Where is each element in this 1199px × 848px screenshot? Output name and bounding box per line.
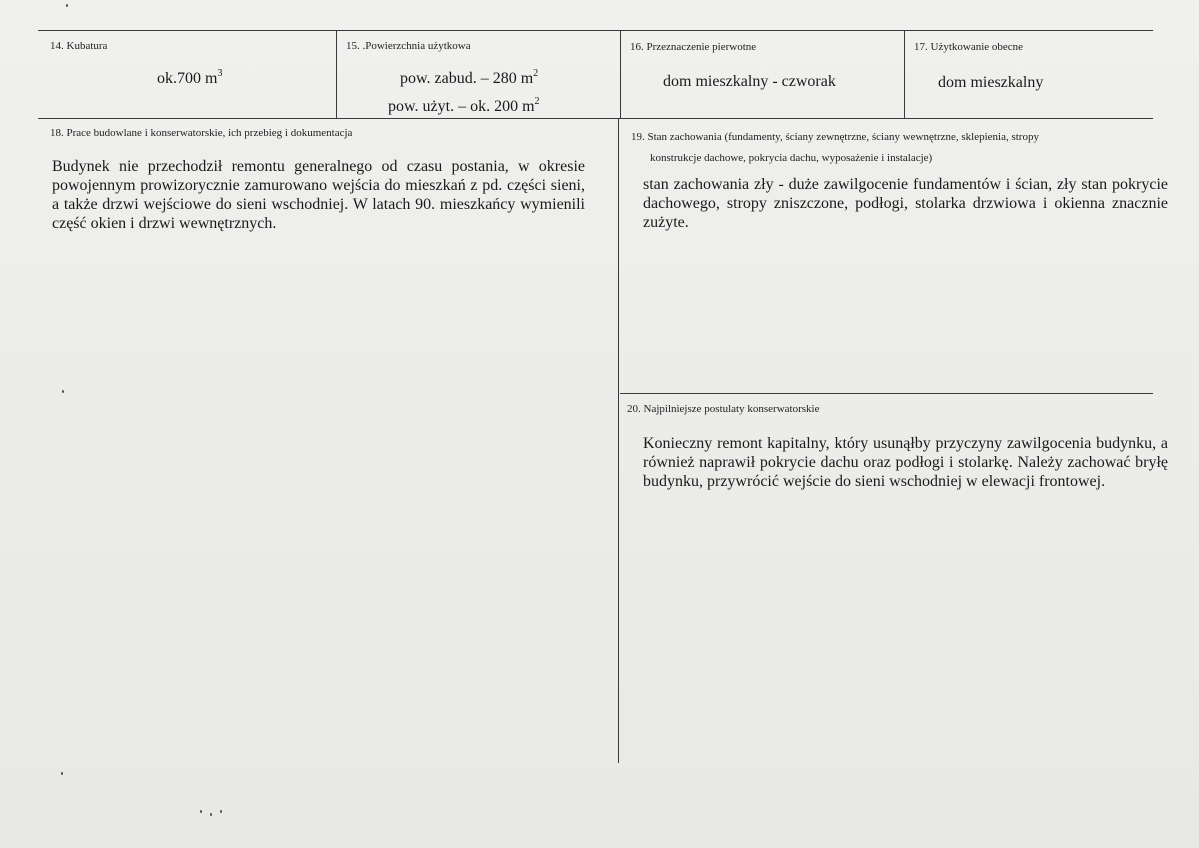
stan-label-line2: konstrukcje dachowe, pokrycia dachu, wyposażenie i instalacje) — [650, 152, 933, 164]
divider-16-17 — [904, 30, 905, 118]
cell19-bottom-border — [620, 393, 1153, 394]
scan-speck — [210, 813, 212, 816]
postulaty-text: Konieczny remont kapitalny, który usunąłby przyczyny zawilgocenia budynku, a również naprawił pokrycie dachu oraz podłogi i stolarkę. Należy zachować bryłę budynku, przywrócić wejście do sieni wschodniej w elewacji frontowej. — [643, 435, 1168, 490]
scan-speck — [61, 772, 63, 775]
stan-text: stan zachowania zły - duże zawilgocenie fundamentów i ścian, zły stan pokrycie dachowego, stropy zniszczone, podłogi, stolarka drzwiowa i okienna znacznie zużyte. — [643, 176, 1168, 231]
uzytkowanie-label: 17. Użytkowanie obecne — [914, 41, 1024, 53]
powierzchnia-uzytkowa: pow. użyt. – ok. 200 $m^2$ — [388, 95, 540, 115]
postulaty-label: 20. Najpilniejsze postulaty konserwatorskie — [627, 403, 820, 415]
scan-speck — [220, 810, 222, 813]
stan-label-line1: 19. Stan zachowania (fundamenty, ściany zewnętrzne, ściany wewnętrzne, sklepienia, stropy — [631, 131, 1039, 143]
prace-text: Budynek nie przechodził remontu generalnego od czasu postania, w okresie powojennym prowizorycznie zamurowano wejścia do mieszkań z pd. części sieni, a także drzwi wejściowe do sieni wschodniej. W latach 90. mieszkańcy wymienili część okien i drzwi wewnętrznych. — [52, 158, 585, 232]
scan-speck — [200, 810, 202, 813]
divider-14-15 — [336, 30, 337, 118]
scan-speck — [62, 390, 64, 393]
scan-speck — [66, 4, 68, 7]
powierzchnia-zabudowy: pow. zabud. – 280 $m^2$ — [400, 67, 539, 87]
prace-label: 18. Prace budowlane i konserwatorskie, ich przebieg i dokumentacja — [50, 127, 353, 139]
row1-bottom-border — [38, 118, 1153, 119]
przeznaczenie-label: 16. Przeznaczenie pierwotne — [630, 41, 757, 53]
powierzchnia-label: 15. .Powierzchnia użytkowa — [346, 40, 471, 52]
uzytkowanie-value: dom mieszkalny — [938, 74, 1044, 91]
kubatura-value: ok.700 $m^3$ — [157, 67, 223, 87]
przeznaczenie-value: dom mieszkalny - czworak — [663, 73, 836, 90]
divider-15-16 — [620, 30, 621, 118]
divider-18-19 — [618, 118, 619, 763]
top-border — [38, 30, 1153, 31]
kubatura-label: 14. Kubatura — [50, 40, 108, 52]
